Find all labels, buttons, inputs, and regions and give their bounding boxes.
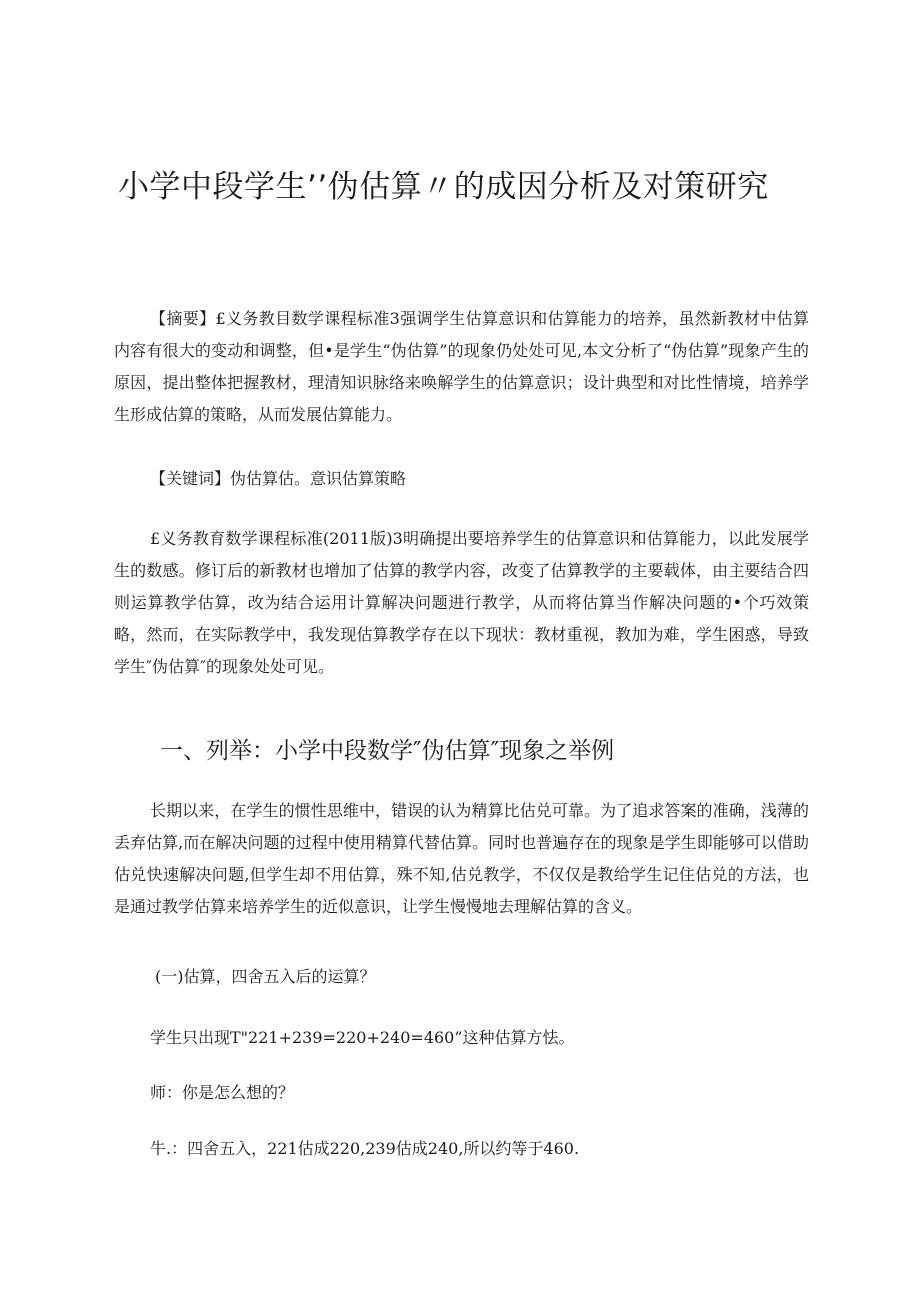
section-1-paragraph: 长期以来，在学生的惯性思维中，错误的认为精算比估兑可靠。为了追求答案的准确，浅薄的丢弃估算,而在解决问题的过程中使用精算代替估算。同时也普遍存在的现象是学生即能够可以借助估兑快速解决问题,但学生却不用估算，殊不知,估兑教学，不仅仅是教给学生记住估兑的方法，也是通过教学估算来培养学生的近似意识，让学生慢慢地去理解估算的含义。: [114, 801, 809, 916]
student-answer-line: 牛.：四舍五入，221估成220,239估成240,所以约等于460.: [150, 1139, 580, 1158]
teacher-question-line: 师：你是怎么想的？: [150, 1083, 295, 1102]
subsection-heading-1: (一)估算，四舍五入后的运算？: [155, 967, 376, 986]
student-example-line: 学生只出现T"221+239=220+240=460”这种估算方怯。: [150, 1028, 575, 1047]
intro-paragraph: £义务教育数学课程标准(2011版)3明确提出要培养学生的估算意识和估算能力，以此发展学生的数感。修订后的新教材也增加了估算的教学内容，改变了估算教学的主要载体，由主要结合四则运算教学估算，改为结合运用计算解决问题进行教学，从而将估算当作解决问题的•个巧效策略，然而，在实际教学中，我发现估算教学存在以下现状：教材重视，教加为难，学生困惑，导致学生″伪估算″的现象处处可见。: [114, 529, 809, 676]
abstract-paragraph: 【摘要】£义务教目数学课程标准3强调学生估算意识和估算能力的培养，虽然新教材中估算内容有很大的变动和调整，但•是学生“伪估算”的现象仍处处可见,本文分析了“伪估算”现象产生的原因，提出整体把握教材，理清知识脉络来唤解学生的估算意识；设计典型和对比性情境，培养学生形成估算的策略，从而发展估算能力。: [114, 309, 809, 424]
document-title: 小学中段学生’’伪估算〃的成因分析及对策研究: [118, 169, 769, 205]
keywords-line: 【关键词】伪估算估。意识估算策略: [150, 469, 407, 488]
section-heading-1: 一、列举：小学中段数学″伪估算″现象之举例: [160, 738, 615, 764]
